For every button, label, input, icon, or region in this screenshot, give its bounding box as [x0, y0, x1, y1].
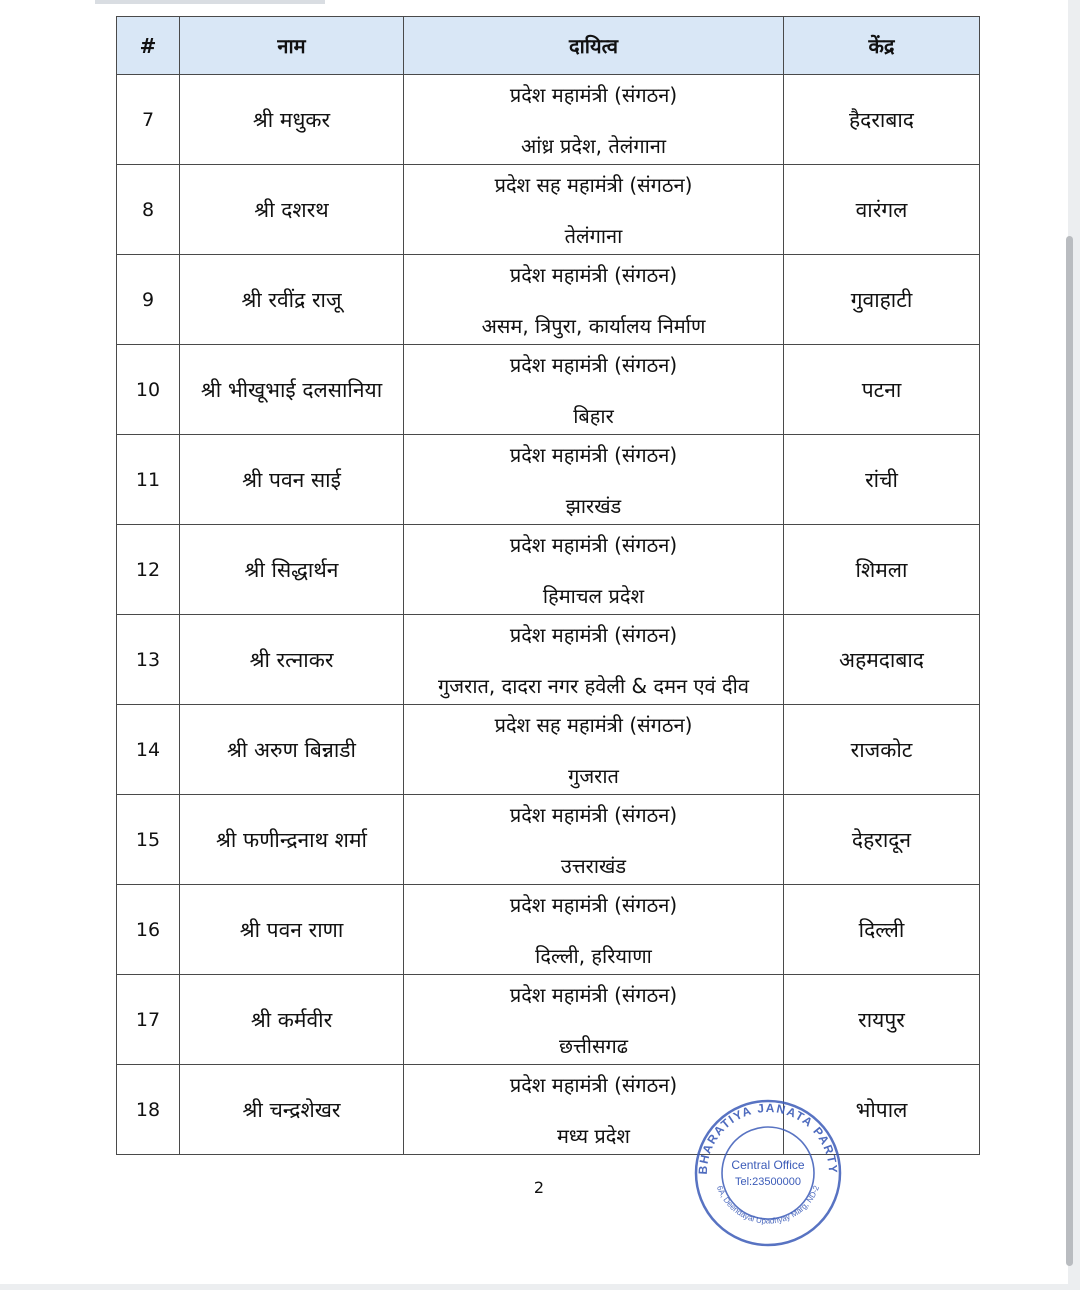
duty-region: गुजरात: [568, 763, 619, 788]
row-center: रायपुर: [784, 975, 980, 1065]
row-duty: [404, 345, 784, 435]
duty-title: प्रदेश महामंत्री (संगठन): [509, 892, 678, 917]
row-duty: [404, 165, 784, 255]
row-num: 14: [117, 705, 180, 795]
duty-region: झारखंड: [565, 493, 622, 518]
row-name: श्री भीखूभाई दलसानिया: [180, 345, 404, 435]
row-name: श्री रत्नाकर: [180, 615, 404, 705]
row-duty: [404, 615, 784, 705]
duty-region: तेलंगाना: [564, 223, 623, 248]
header-center: केंद्र: [784, 17, 980, 75]
duty-title: प्रदेश सह महामंत्री (संगठन): [494, 712, 693, 737]
duty-title: प्रदेश सह महामंत्री (संगठन): [494, 172, 693, 197]
duty-title: प्रदेश महामंत्री (संगठन): [509, 82, 678, 107]
row-duty: [404, 525, 784, 615]
row-name: श्री फणीन्द्रनाथ शर्मा: [180, 795, 404, 885]
header-name: नाम: [180, 17, 404, 75]
duty-title: प्रदेश महामंत्री (संगठन): [509, 1072, 678, 1097]
row-duty: [404, 705, 784, 795]
row-num: 16: [117, 885, 180, 975]
header-num: #: [117, 17, 180, 75]
row-num: 12: [117, 525, 180, 615]
organization-roster-table: [116, 16, 980, 1155]
row-num: 10: [117, 345, 180, 435]
row-center: दिल्ली: [784, 885, 980, 975]
page-number: 2: [533, 1178, 545, 1197]
row-duty: [404, 435, 784, 525]
row-name: श्री चन्द्रशेखर: [180, 1065, 404, 1155]
row-name: श्री सिद्धार्थन: [180, 525, 404, 615]
table-row: [117, 705, 980, 795]
previous-page-edge: [95, 0, 325, 4]
row-name: श्री रवींद्र राजू: [180, 255, 404, 345]
seal-line2: Tel:23500000: [734, 1176, 802, 1188]
header-duty: दायित्व: [404, 17, 784, 75]
row-center: देहरादून: [784, 795, 980, 885]
row-center: पटना: [784, 345, 980, 435]
row-center: शिमला: [784, 525, 980, 615]
duty-title: प्रदेश महामंत्री (संगठन): [509, 622, 678, 647]
party-seal-stamp: [693, 1098, 843, 1248]
table-row: [117, 165, 980, 255]
table-header-row: [117, 17, 980, 75]
duty-region: दिल्ली, हरियाणा: [535, 943, 652, 968]
row-name: श्री दशरथ: [180, 165, 404, 255]
row-num: 9: [117, 255, 180, 345]
row-name: श्री मधुकर: [180, 75, 404, 165]
row-num: 15: [117, 795, 180, 885]
row-num: 8: [117, 165, 180, 255]
row-center: गुवाहाटी: [784, 255, 980, 345]
duty-region: आंध्र प्रदेश, तेलंगाना: [520, 133, 667, 158]
row-num: 7: [117, 75, 180, 165]
duty-title: प्रदेश महामंत्री (संगठन): [509, 532, 678, 557]
table-row: [117, 255, 980, 345]
row-center: रांची: [784, 435, 980, 525]
row-center: राजकोट: [784, 705, 980, 795]
row-duty: [404, 795, 784, 885]
row-duty: [404, 75, 784, 165]
table-row: [117, 1065, 980, 1155]
row-name: श्री कर्मवीर: [180, 975, 404, 1065]
svg-text:6A, Deendayal Upadhyay Marg, N: [715, 1184, 821, 1226]
duty-region: छत्तीसगढ: [558, 1033, 629, 1058]
duty-region: मध्य प्रदेश: [556, 1123, 631, 1148]
table-row: [117, 75, 980, 165]
duty-title: प्रदेश महामंत्री (संगठन): [509, 352, 678, 377]
row-center: हैदराबाद: [784, 75, 980, 165]
row-name: श्री पवन साई: [180, 435, 404, 525]
row-name: श्री अरुण बिन्नाडी: [180, 705, 404, 795]
duty-title: प्रदेश महामंत्री (संगठन): [509, 982, 678, 1007]
duty-region: गुजरात, दादरा नगर हवेली & दमन एवं दीव: [438, 673, 749, 698]
duty-region: असम, त्रिपुरा, कार्यालय निर्माण: [481, 313, 706, 338]
duty-title: प्रदेश महामंत्री (संगठन): [509, 802, 678, 827]
duty-region: बिहार: [573, 403, 614, 428]
seal-bottom-text: 6A, Deendayal Upadhyay Marg, ND-2: [714, 1184, 822, 1226]
table-row: [117, 795, 980, 885]
row-center: भोपाल: [784, 1065, 980, 1155]
duty-title: प्रदेश महामंत्री (संगठन): [509, 442, 678, 467]
table-row: [117, 885, 980, 975]
table-row: [117, 345, 980, 435]
row-duty: [404, 255, 784, 345]
duty-region: उत्तराखंड: [560, 853, 627, 878]
row-center: वारंगल: [784, 165, 980, 255]
row-num: 13: [117, 615, 180, 705]
row-name: श्री पवन राणा: [180, 885, 404, 975]
row-center: अहमदाबाद: [784, 615, 980, 705]
seal-line1: Central Office: [731, 1158, 805, 1172]
duty-title: प्रदेश महामंत्री (संगठन): [509, 262, 678, 287]
table-row: [117, 975, 980, 1065]
row-num: 18: [117, 1065, 180, 1155]
table-row: [117, 525, 980, 615]
duty-region: हिमाचल प्रदेश: [542, 583, 645, 608]
table-body: [117, 75, 980, 1155]
row-num: 11: [117, 435, 180, 525]
row-duty: [404, 975, 784, 1065]
table-row: [117, 435, 980, 525]
row-duty: [404, 885, 784, 975]
vertical-scrollbar[interactable]: [1066, 236, 1073, 1266]
seal-ring-text: BHARATIYA JANATA PARTY: [695, 1100, 841, 1175]
table-row: [117, 615, 980, 705]
row-num: 17: [117, 975, 180, 1065]
